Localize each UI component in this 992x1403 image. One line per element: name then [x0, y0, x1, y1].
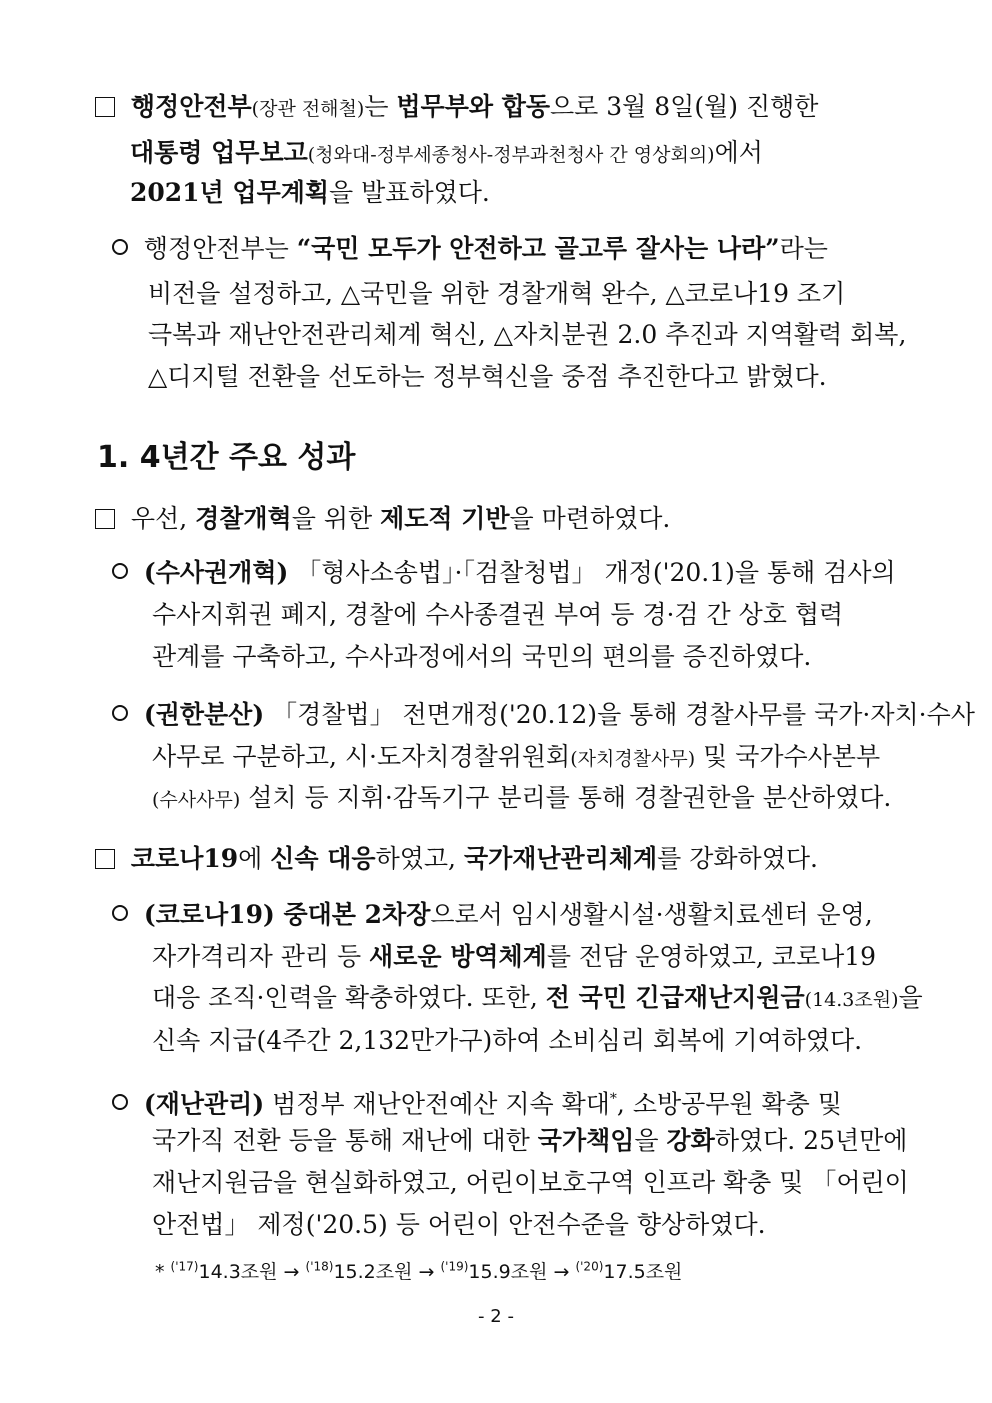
footnote: * $^{('17)}$14.3조원 → $^{('18)}$15.2조원 → $^{('19)}$15.9조원 → $^{('20)}$17.5조원	[155, 1259, 683, 1283]
para-8-line-1: (재난관리) 범정부 재난안전예산 지속 확대*, 소방공무원 확충 및	[112, 1082, 842, 1121]
para-1-line-2: 대통령 업무보고(청와대-정부세종청사-정부과천청사 간 영상회의)에서	[130, 138, 763, 167]
para-7-line-4: 신속 지급(4주간 2,132만가구)하여 소비심리 회복에 기여하였다.	[152, 1026, 863, 1055]
para-7-line-2: 자가격리자 관리 등 새로운 방역체계를 전담 운영하였고, 코로나19	[152, 942, 877, 971]
para-1-line-1: 행정안전부(장관 전해철)는 법무부와 합동으로 3월 8일(월) 진행한	[95, 90, 818, 126]
para-5-line-1: (권한분산) 「경찰법」 전면개정('20.12)을 통해 경찰사무를 국가·자치·수사	[112, 698, 975, 732]
para-4-line-1: (수사권개혁) 「형사소송법」·「검찰청법」 개정('20.1)을 통해 검사의	[112, 556, 896, 590]
para-8-line-3: 재난지원금을 현실화하였고, 어린이보호구역 인프라 확충 및 「어린이	[152, 1168, 909, 1197]
bullet-circle-icon	[112, 563, 128, 579]
bullet-circle-icon	[112, 905, 128, 921]
para-6-line-1: 코로나19에 신속 대응하였고, 국가재난관리체계를 강화하였다.	[95, 842, 818, 876]
para-3-line-1: 우선, 경찰개혁을 위한 제도적 기반을 마련하였다.	[95, 502, 670, 536]
checkbox-square-icon	[95, 97, 115, 117]
para-5-line-2: 사무로 구분하고, 시·도자치경찰위원회(자치경찰사무) 및 국가수사본부	[152, 742, 881, 771]
bullet-circle-icon	[112, 1094, 128, 1110]
section-heading: 1. 4년간 주요 성과	[97, 440, 356, 475]
para-2-line-3: 극복과 재난안전관리체계 혁신, △자치분권 2.0 추진과 지역활력 회복,	[148, 320, 907, 349]
bullet-circle-icon	[112, 239, 128, 255]
para-8-line-2: 국가직 전환 등을 통해 재난에 대한 국가책임을 강화하였다. 25년만에	[152, 1126, 908, 1155]
para-1-line-3: 2021년 업무계획을 발표하였다.	[130, 178, 490, 207]
checkbox-square-icon	[95, 849, 115, 869]
para-8-line-4: 안전법」 제정('20.5) 등 어린이 안전수준을 향상하였다.	[152, 1210, 766, 1239]
para-4-line-3: 관계를 구축하고, 수사과정에서의 국민의 편의를 증진하였다.	[152, 642, 812, 671]
para-2-line-4: △디지털 전환을 선도하는 정부혁신을 중점 추진한다고 밝혔다.	[148, 362, 827, 391]
para-4-line-2: 수사지휘권 폐지, 경찰에 수사종결권 부여 등 경·검 간 상호 협력	[152, 600, 844, 629]
bullet-circle-icon	[112, 705, 128, 721]
checkbox-square-icon	[95, 509, 115, 529]
page-number: - 2 -	[478, 1306, 514, 1327]
para-7-line-3: 대응 조직·인력을 확충하였다. 또한, 전 국민 긴급재난지원금(14.3조원)을	[152, 983, 923, 1012]
para-5-line-3: (수사사무) 설치 등 지휘·감독기구 분리를 통해 경찰권한을 분산하였다.	[152, 783, 892, 812]
para-7-line-1: (코로나19) 중대본 2차장으로서 임시생활시설·생활치료센터 운영,	[112, 898, 873, 932]
para-2-line-1: 행정안전부는 “국민 모두가 안전하고 골고루 잘사는 나라”라는	[112, 232, 828, 266]
para-2-line-2: 비전을 설정하고, △국민을 위한 경찰개혁 완수, △코로나19 조기	[148, 279, 846, 308]
